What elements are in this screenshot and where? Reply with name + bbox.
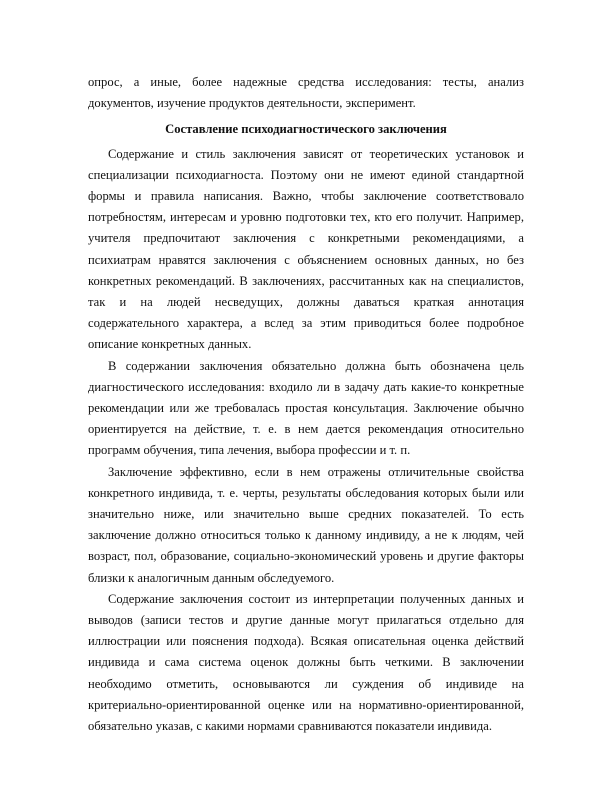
paragraph-interpretation: Содержание заключения состоит из интерпретации полученных данных и выводов (записи тестов и другие данные могут прилагаться отдельно для иллюстрации или пояснения подхода). Всякая описательная оценка действий индивида и сама система оценок должны быть четкими. В заключении необходимо отметить, основываются ли суждения об индивиде на критериально-ориентированной оценке или на нормативно-ориентированной, обязательно указав, с какими нормами сравниваются показатели индивида. — [88, 591, 524, 734]
document-body — [88, 72, 524, 737]
paragraph-style-and-content: Содержание и стиль заключения зависят от теоретических установок и специализации психодиагноста. Поэтому они не имеют единой стандартной формы и правила написания. Важно, чтобы заключение соответствовало потребностям, интересам и уровню подготовки тех, кто его получит. Например, учителя предпочитают заключения с конкретными рекомендациями, а психиатрам нравятся заключения с объяснением основных данных, но без конкретных рекомендаций. В заключениях, рассчитанных как на специалистов, так и на людей несведущих, должны даваться краткая аннотация содержательного характера, а вслед за этим приводиться более подробное описание конкретных данных. — [88, 146, 524, 352]
paragraph-effectiveness: Заключение эффективно, если в нем отражены отличительные свойства конкретного индивида, т. е. черты, результаты обследования которых были или значительно ниже, или значительно выше средних показателей. То есть заключение должно относиться только к данному индивиду, а не к людям, чей возраст, пол, образование, социально-экономический уровень и другие факторы близки к аналогичным данным обследуемого. — [88, 464, 524, 585]
section-heading: Составление психодиагностического заключения — [165, 122, 447, 137]
opening-paragraph: опрос, а иные, более надежные средства исследования: тесты, анализ документов, изучение продуктов деятельности, эксперимент. — [88, 75, 524, 111]
paragraph-purpose: В содержании заключения обязательно должна быть обозначена цель диагностического исследования: входило ли в задачу дать какие-то конкретные рекомендации или же требовалась простая консультация. Заключение обычно ориентируется на действие, т. е. в нем дается рекомендация относительно программ обучения, типа лечения, выбора профессии и т. п. — [88, 358, 524, 458]
